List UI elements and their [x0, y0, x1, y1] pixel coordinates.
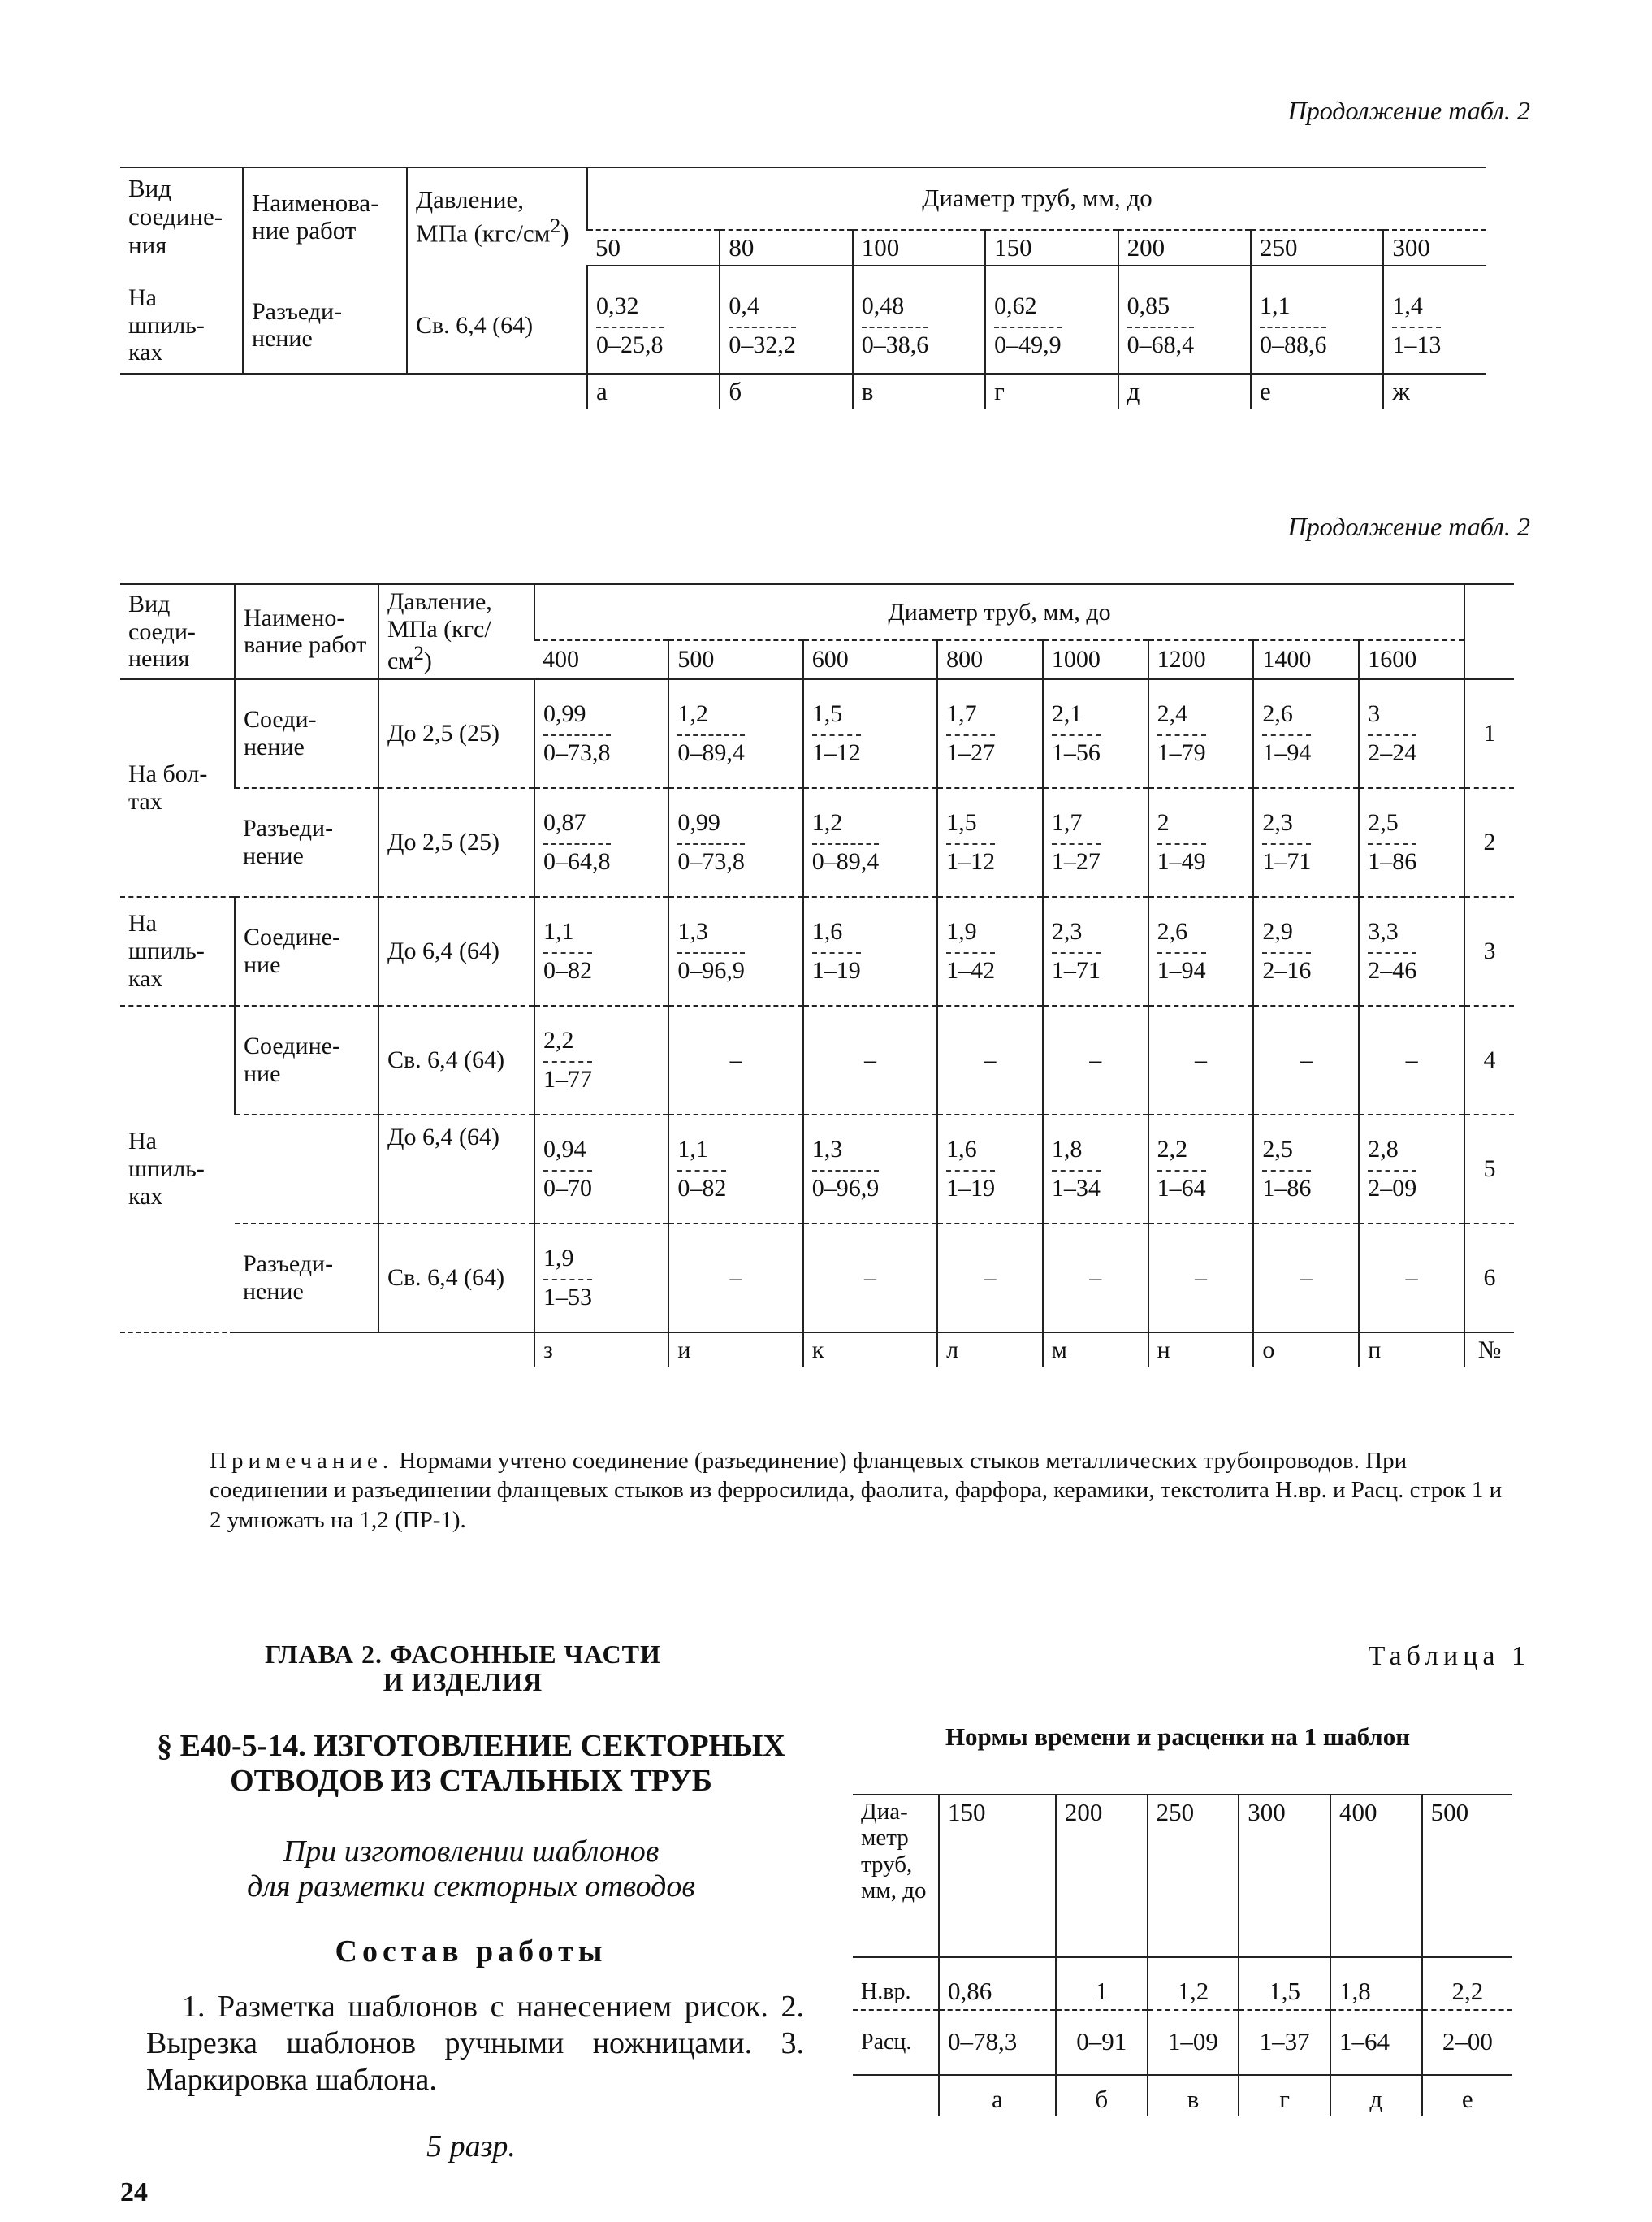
diameter-cell: 250	[1251, 230, 1383, 266]
column-letter: б	[1056, 2075, 1148, 2117]
column-letter: и	[668, 1332, 802, 1367]
diameter-cell: 1400	[1253, 640, 1359, 679]
table-note	[210, 1446, 1512, 1535]
chapter-heading-line: ГЛАВА 2. ФАСОННЫЕ ЧАСТИ	[265, 1639, 661, 1669]
norm-cell: $\frac{0,85}{0-68,4}$	[1118, 266, 1251, 374]
rate-cell: 1–09	[1148, 2010, 1239, 2075]
section-heading-line: § Е40-5-14. ИЗГОТОВЛЕНИЕ СЕКТОРНЫХ	[157, 1729, 785, 1763]
row-number: 5	[1464, 1115, 1514, 1224]
norm-cell: $\frac{1,8}{1-34}$	[1043, 1115, 1148, 1224]
norm-cell: $\frac{1,7}{1-27}$	[1043, 788, 1148, 897]
composition-text: 1. Разметка шаблонов с нанесением рисок. 2. Вырезка шаблонов ручными ножницами. 3. Маркировка шаблона.	[146, 1990, 804, 2097]
empty-norm-dash: –	[1359, 1224, 1464, 1332]
column-letter: з	[534, 1332, 668, 1367]
empty-norm-dash: –	[1253, 1006, 1359, 1115]
column-letter: н	[1148, 1332, 1254, 1367]
column-letter: а	[939, 2075, 1056, 2117]
norm-cell: $\frac{2,3}{1-71}$	[1253, 788, 1359, 897]
number-sign: №	[1464, 1332, 1514, 1367]
diameter-cell: 500	[1422, 1795, 1512, 1957]
table-label: Таблица 1	[1368, 1641, 1530, 1671]
chapter-heading	[195, 1641, 731, 1696]
norm-cell: $\frac{1,5}{1-12}$	[803, 679, 937, 788]
column-letter: о	[1253, 1332, 1359, 1367]
diameter-cell: 150	[985, 230, 1118, 266]
diameter-cell: 1200	[1148, 640, 1254, 679]
norm-cell: $\frac{0,99}{0-73,8}$	[668, 788, 802, 897]
norm-cell: $\frac{1,3}{0-96,9}$	[668, 897, 802, 1006]
empty-norm-dash: –	[1253, 1224, 1359, 1332]
empty-norm-dash: –	[1043, 1006, 1148, 1115]
norm-cell: $\frac{0,87}{0-64,8}$	[534, 788, 668, 897]
rate-cell: 1–64	[1330, 2010, 1422, 2075]
norm-cell: $\frac{2,5}{1-86}$	[1359, 788, 1464, 897]
norms-table-part-2	[120, 583, 1514, 1367]
pressure: До 6,4 (64)	[378, 1115, 534, 1224]
pressure: Св. 6,4 (64)	[378, 1006, 534, 1115]
time-norm-cell: 1,2	[1148, 1957, 1239, 2010]
pressure: До 2,5 (25)	[378, 679, 534, 788]
time-norm-cell: 0,86	[939, 1957, 1056, 2010]
section-heading-line: ОТВОДОВ ИЗ СТАЛЬНЫХ ТРУБ	[230, 1763, 712, 1798]
diameter-cell: 80	[720, 230, 852, 266]
norm-cell: $\frac{2,9}{2-16}$	[1253, 897, 1359, 1006]
diameter-cell: 400	[534, 640, 668, 679]
norm-cell: $\frac{0,48}{0-38,6}$	[853, 266, 985, 374]
diameter-cell: 200	[1118, 230, 1251, 266]
norm-cell: $\frac{1,1}{0-88,6}$	[1251, 266, 1383, 374]
diameter-cell: 150	[939, 1795, 1056, 1957]
norm-cell: $\frac{1,1}{0-82}$	[668, 1115, 802, 1224]
section-subtitle	[138, 1834, 804, 1904]
norm-cell: $\frac{2}{1-49}$	[1148, 788, 1254, 897]
worker-rank: 5 разр.	[426, 2129, 516, 2164]
column-letter: д	[1118, 374, 1251, 409]
header-work-name: Наименова- ние работ	[243, 167, 407, 266]
work-name: Соедине- ние	[235, 897, 378, 1006]
diameter-cell: 250	[1148, 1795, 1239, 1957]
column-letter: е	[1422, 2075, 1512, 2117]
chapter-heading-line: И ИЗДЕЛИЯ	[383, 1666, 543, 1696]
header-connection-type: Вид соеди- нения	[120, 584, 235, 679]
work-name: Разъеди- нение	[235, 1224, 378, 1332]
row-number: 1	[1464, 679, 1514, 788]
column-letter: е	[1251, 374, 1383, 409]
header-work-name: Наимено- вание работ	[235, 584, 378, 679]
norm-cell: $\frac{1,2}{0-89,4}$	[668, 679, 802, 788]
work-name: Разъеди- нение	[235, 788, 378, 897]
norm-cell: $\frac{2,6}{1-94}$	[1148, 897, 1254, 1006]
norm-cell: $\frac{2,4}{1-79}$	[1148, 679, 1254, 788]
note-label: Примечание.	[210, 1448, 394, 1474]
time-norm-cell: 1,5	[1239, 1957, 1330, 2010]
row-number: 3	[1464, 897, 1514, 1006]
empty-norm-dash: –	[1148, 1006, 1254, 1115]
work-name	[235, 1115, 378, 1224]
diameter-cell: 200	[1056, 1795, 1148, 1957]
diameter-cell: 500	[668, 640, 802, 679]
time-norm-cell: 1,8	[1330, 1957, 1422, 2010]
diameter-cell: 50	[587, 230, 720, 266]
empty-norm-dash: –	[937, 1224, 1043, 1332]
rate-label: Расц.	[853, 2010, 939, 2075]
time-norm-cell: 1	[1056, 1957, 1148, 2010]
column-letter: в	[1148, 2075, 1239, 2117]
norm-cell: $\frac{2,2}{1-77}$	[534, 1006, 668, 1115]
column-letter: ж	[1383, 374, 1486, 409]
work-name: Разъеди- нение	[243, 266, 407, 374]
time-norm-label: Н.вр.	[853, 1957, 939, 2010]
diameter-cell: 1600	[1359, 640, 1464, 679]
work-name: Соеди- нение	[235, 679, 378, 788]
composition-heading: Состав работы	[335, 1934, 608, 1969]
connection-group-studs: На шпиль- ках	[120, 1006, 235, 1332]
norm-cell: $\frac{3,3}{2-46}$	[1359, 897, 1464, 1006]
empty-norm-dash: –	[1148, 1224, 1254, 1332]
pressure: До 6,4 (64)	[378, 897, 534, 1006]
diameter-cell: 600	[803, 640, 937, 679]
connection-group-bolts: На бол- тах	[120, 679, 235, 897]
pressure: Св. 6,4 (64)	[378, 1224, 534, 1332]
header-diameter: Диаметр труб, мм, до	[587, 167, 1486, 230]
empty-norm-dash: –	[1359, 1006, 1464, 1115]
connection-type: На шпиль- ках	[120, 266, 243, 374]
norm-cell: $\frac{1,9}{1-53}$	[534, 1224, 668, 1332]
norm-cell: $\frac{1,4}{1-13}$	[1383, 266, 1486, 374]
work-name: Соедине- ние	[235, 1006, 378, 1115]
norm-cell: $\frac{1,1}{0-82}$	[534, 897, 668, 1006]
diameter-cell: 300	[1239, 1795, 1330, 1957]
rate-cell: 0–78,3	[939, 2010, 1056, 2075]
empty-norm-dash: –	[803, 1224, 937, 1332]
row-number: 2	[1464, 788, 1514, 897]
norm-cell: $\frac{2,2}{1-64}$	[1148, 1115, 1254, 1224]
subtitle-line: При изготовлении шаблонов	[283, 1834, 660, 1869]
empty-norm-dash: –	[1043, 1224, 1148, 1332]
continuation-label: Продолжение табл. 2	[1287, 96, 1530, 125]
norm-cell: $\frac{0,32}{0-25,8}$	[587, 266, 720, 374]
header-diameter: Диаметр труб, мм, до	[534, 584, 1464, 640]
norm-cell: $\frac{2,5}{1-86}$	[1253, 1115, 1359, 1224]
diameter-cell: 300	[1383, 230, 1486, 266]
header-pressure: Давление, МПа $(кгс/см^2)$	[378, 584, 534, 679]
column-letter: м	[1043, 1332, 1148, 1367]
norm-cell: $\frac{2,6}{1-94}$	[1253, 679, 1359, 788]
norm-cell: $\frac{0,4}{0-32,2}$	[720, 266, 852, 374]
note-text: Нормами учтено соединение (разъединение) фланцевых стыков металлических трубопроводов. При соединении и разъединении фланцевых стыков из ферросилида, фаолита, фарфора, керамики, текстолита Н.вр. и Расц. строк 1 и 2 умножать на 1,2 (ПР-1).	[210, 1448, 1503, 1533]
norm-cell: $\frac{1,9}{1-42}$	[937, 897, 1043, 1006]
continuation-label: Продолжение табл. 2	[1287, 512, 1530, 541]
norm-cell: $\frac{1,6}{1-19}$	[937, 1115, 1043, 1224]
column-letter: а	[587, 374, 720, 409]
table-title: Нормы времени и расценки на 1 шаблон	[945, 1722, 1411, 1751]
norm-cell: $\frac{2,1}{1-56}$	[1043, 679, 1148, 788]
empty-norm-dash: –	[668, 1006, 802, 1115]
norm-cell: $\frac{1,2}{0-89,4}$	[803, 788, 937, 897]
norm-cell: $\frac{2,3}{1-71}$	[1043, 897, 1148, 1006]
rate-cell: 0–91	[1056, 2010, 1148, 2075]
header-connection-type: Вид соедине- ния	[120, 167, 243, 266]
pressure: До 2,5 (25)	[378, 788, 534, 897]
column-letter: г	[985, 374, 1118, 409]
norm-cell: $\frac{1,5}{1-12}$	[937, 788, 1043, 897]
time-norm-cell: 2,2	[1422, 1957, 1512, 2010]
row-number: 4	[1464, 1006, 1514, 1115]
column-letter: к	[803, 1332, 937, 1367]
column-letter: г	[1239, 2075, 1330, 2117]
norm-cell: $\frac{1,6}{1-19}$	[803, 897, 937, 1006]
empty-norm-dash: –	[937, 1006, 1043, 1115]
column-letter: п	[1359, 1332, 1464, 1367]
rate-cell: 2–00	[1422, 2010, 1512, 2075]
row-number: 6	[1464, 1224, 1514, 1332]
empty-norm-dash: –	[668, 1224, 802, 1332]
column-letter: в	[853, 374, 985, 409]
diameter-cell: 800	[937, 640, 1043, 679]
norm-cell: $\frac{0,99}{0-73,8}$	[534, 679, 668, 788]
pressure: Св. 6,4 (64)	[407, 266, 587, 374]
column-letter: л	[937, 1332, 1043, 1367]
templates-norms-table	[853, 1794, 1512, 2116]
norm-cell: $\frac{3}{2-24}$	[1359, 679, 1464, 788]
diameter-cell: 1000	[1043, 640, 1148, 679]
norm-cell: $\frac{2,8}{2-09}$	[1359, 1115, 1464, 1224]
rate-cell: 1–37	[1239, 2010, 1330, 2075]
connection-group-studs: На шпиль- ках	[120, 897, 235, 1006]
norm-cell: $\frac{0,62}{0-49,9}$	[985, 266, 1118, 374]
diameter-cell: 400	[1330, 1795, 1422, 1957]
header-diameter: Диа- метр труб, мм, до	[853, 1795, 939, 1957]
diameter-cell: 100	[853, 230, 985, 266]
norms-table-part-1	[120, 167, 1486, 409]
norm-cell: $\frac{1,3}{0-96,9}$	[803, 1115, 937, 1224]
empty-norm-dash: –	[803, 1006, 937, 1115]
column-letter: б	[720, 374, 852, 409]
section-heading	[138, 1729, 804, 1798]
page-number: 24	[120, 2177, 148, 2207]
norm-cell: $\frac{0,94}{0-70}$	[534, 1115, 668, 1224]
header-pressure: Давление, МПа $(кгс/см^2)$	[407, 167, 587, 266]
subtitle-line: для разметки секторных отводов	[247, 1869, 695, 1904]
column-letter: д	[1330, 2075, 1422, 2117]
norm-cell: $\frac{1,7}{1-27}$	[937, 679, 1043, 788]
